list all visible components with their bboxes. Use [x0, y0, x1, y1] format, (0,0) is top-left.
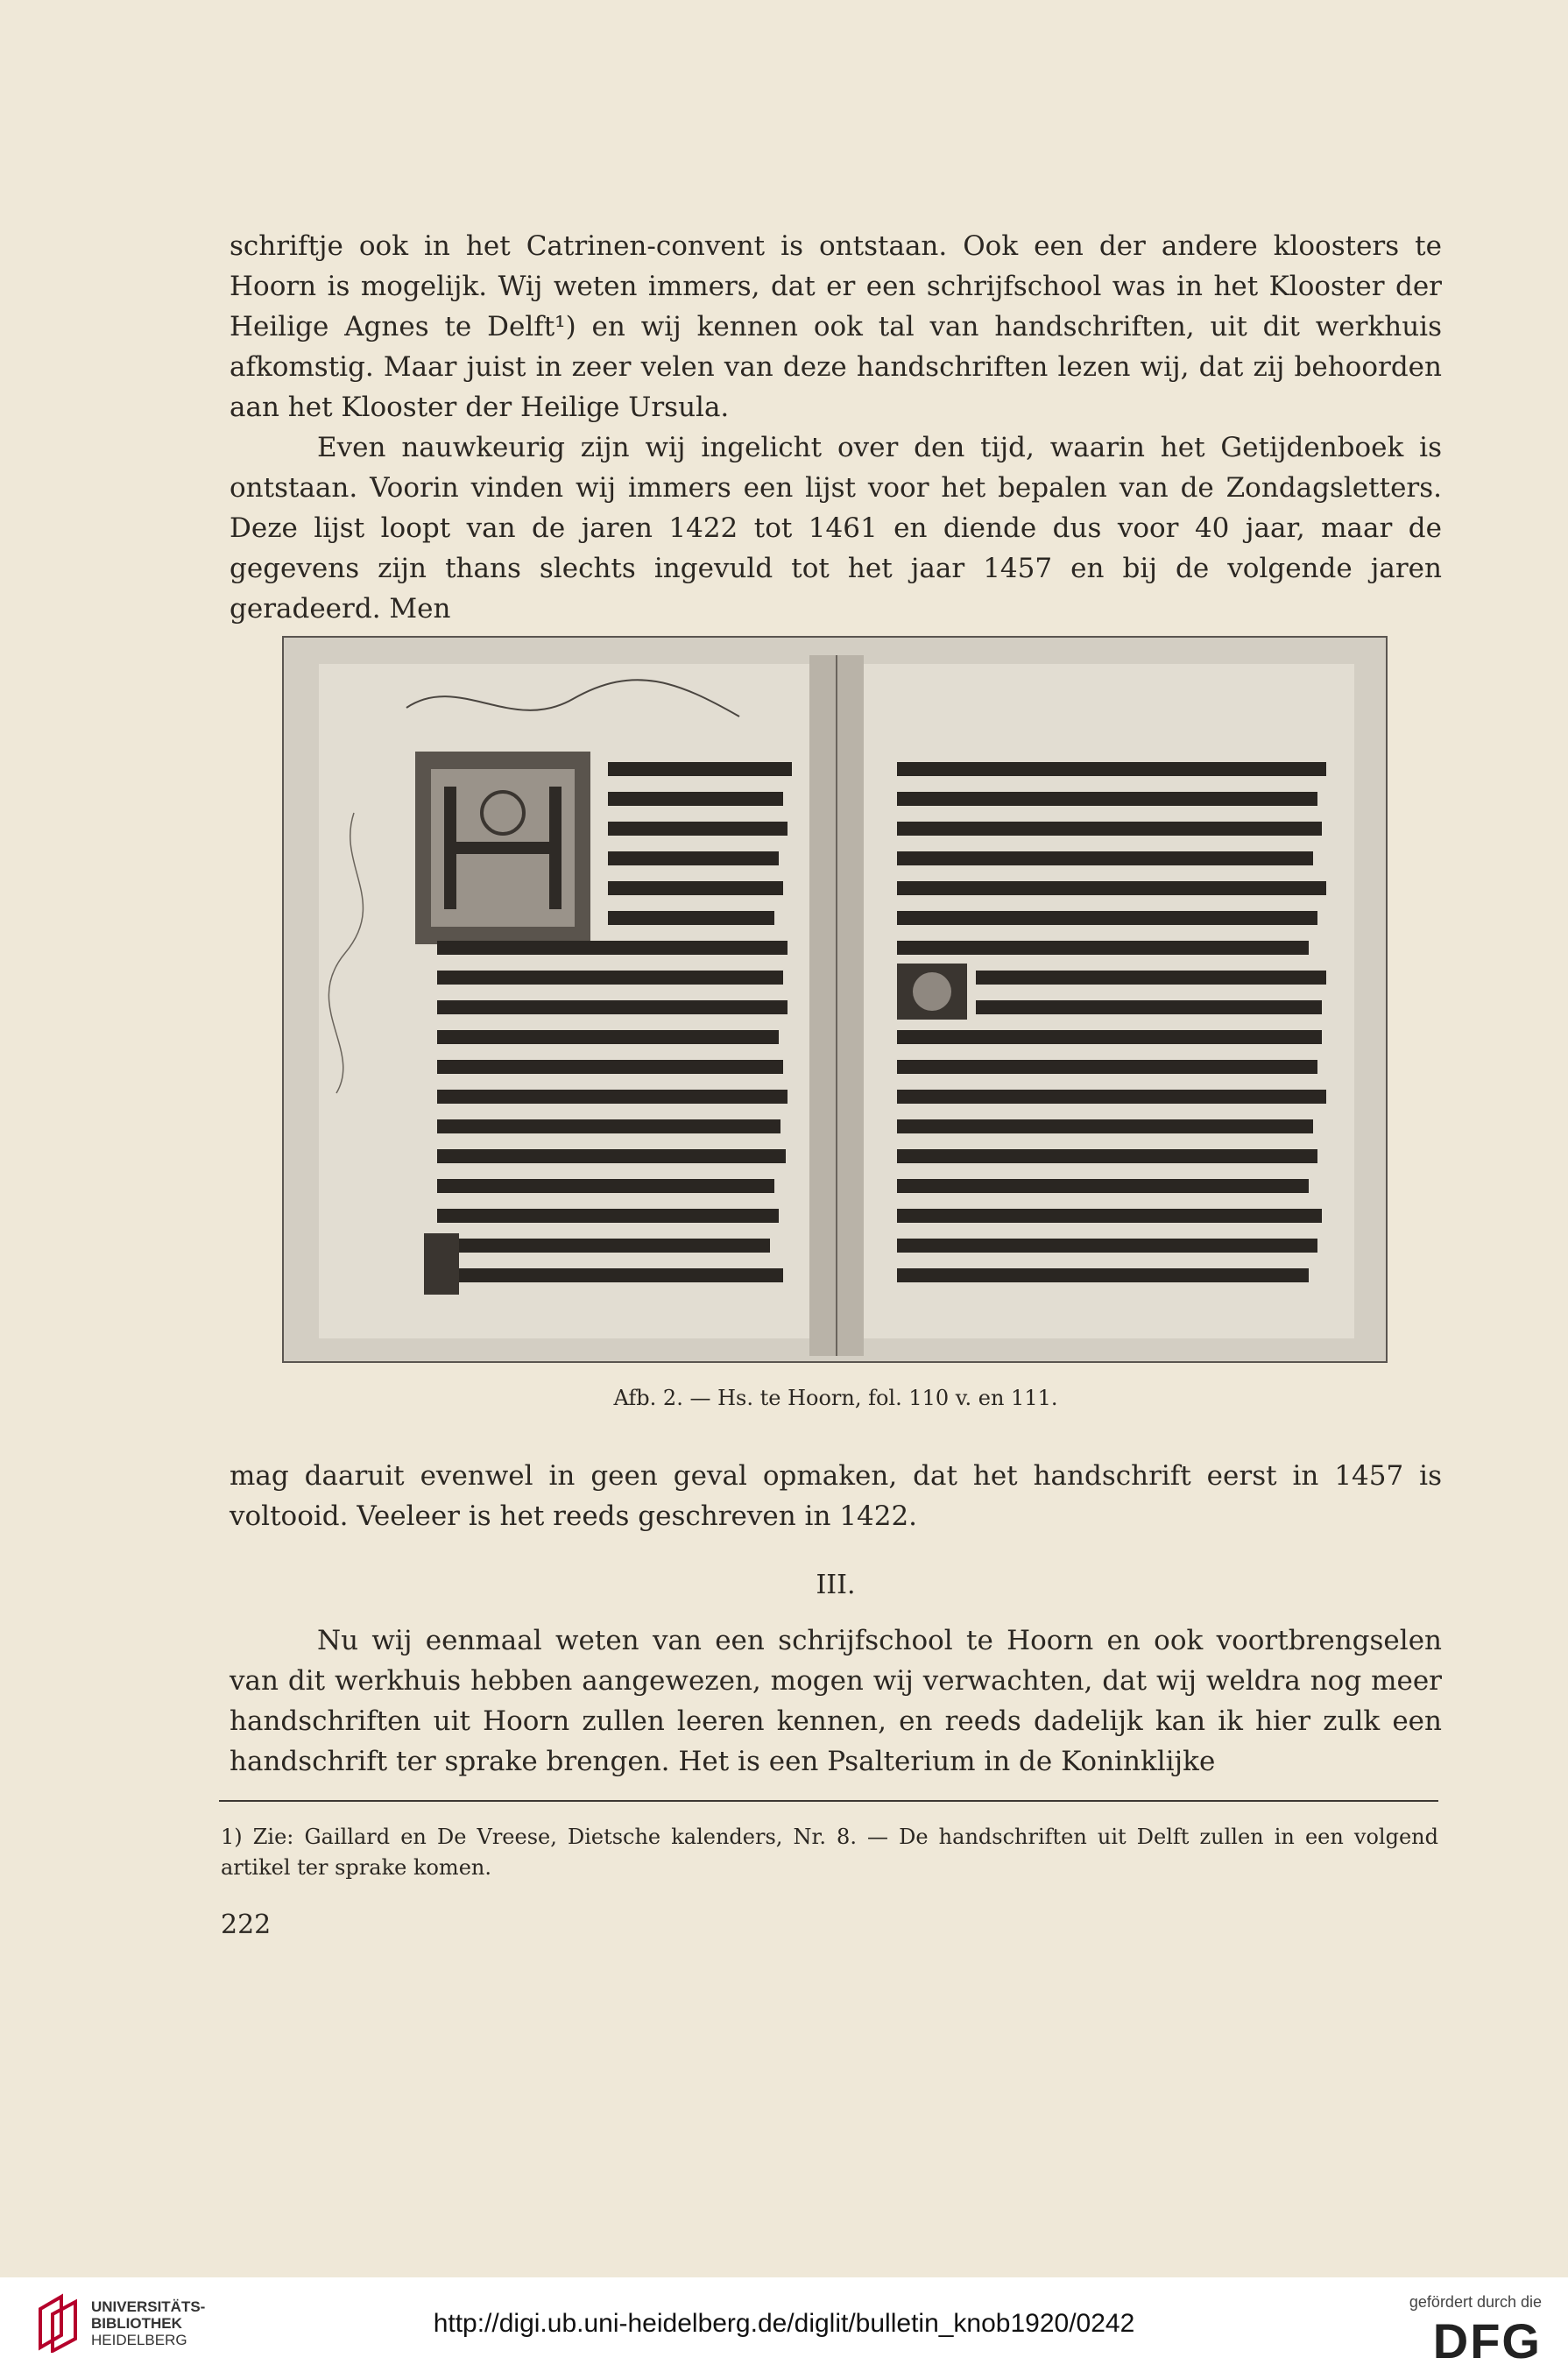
sponsor-note: gefördert durch die [1409, 2293, 1542, 2311]
permalink-url[interactable]: http://digi.ub.uni-heidelberg.de/diglit/bulletin_knob1920/0242 [433, 2309, 1135, 2338]
figure-caption: Afb. 2. — Hs. te Hoorn, fol. 110 v. en 111. [613, 1386, 1058, 1410]
paragraph-2: Even nauwkeurig zijn wij ingelicht over den tijd, waarin het Getijdenboek is ontstaan. Voorin vinden wij immers een lijst voor het bepalen van de Zondagsletters. Deze lijst loopt van de jaren 1422 tot 1461 en diende dus voor 40 jaar, maar de gegevens zijn thans slechts ingevuld tot het jaar 1457 en bij de volgende jaren geradeerd. Men [230, 432, 1442, 625]
paragraph-1: schriftje ook in het Catrinen-convent is ontstaan. Ook een der andere kloosters te Hoorn is mogelijk. Wij weten immers, dat er een schrijfschool was in het Klooster der Heilige Agnes te Delft¹) en wij kennen ook tal van handschriften, uit dit werkhuis afkomstig. Maar juist in zeer velen van deze handschriften lezen wij, dat zij behoorden aan het Klooster der Heilige Ursula. [230, 230, 1442, 423]
paragraph-3: mag daaruit evenwel in geen geval opmaken, dat het handschrift eerst in 1457 is voltooid. Veeleer is het reeds geschreven in 1422. [230, 1460, 1442, 1532]
footnote-divider [219, 1800, 1438, 1802]
library-name-line-2: BIBLIOTHEK [91, 2315, 182, 2332]
footnote: 1) Zie: Gaillard en De Vreese, Dietsche kalenders, Nr. 8. — De handschriften uit Delft zullen in een volgend artikel ter sprake komen. [221, 1825, 1438, 1880]
library-name-line-1: UNIVERSITÄTS- [91, 2298, 206, 2315]
library-name-line-3: HEIDELBERG [91, 2332, 187, 2348]
body-text-after-figure [230, 1456, 1442, 1536]
body-text-section-iii [230, 1620, 1442, 1782]
paragraph-4: Nu wij eenmaal weten van een schrijfschool te Hoorn en ook voortbrengselen van dit werkhuis hebben aangewezen, mogen wij verwachten, dat wij weldra nog meer handschriften uit Hoorn zullen leeren kennen, en reeds dadelijk kan ik hier zulk een handschrift ter sprake brengen. Het is een Psalterium in de Koninklijke [230, 1625, 1442, 1777]
dfg-logo: DFG [1432, 2313, 1542, 2368]
body-text-top [230, 226, 1442, 629]
manuscript-image [284, 638, 1386, 1361]
section-heading: III. [816, 1570, 856, 1600]
page-number: 222 [221, 1910, 272, 1940]
manuscript-figure [282, 636, 1388, 1363]
